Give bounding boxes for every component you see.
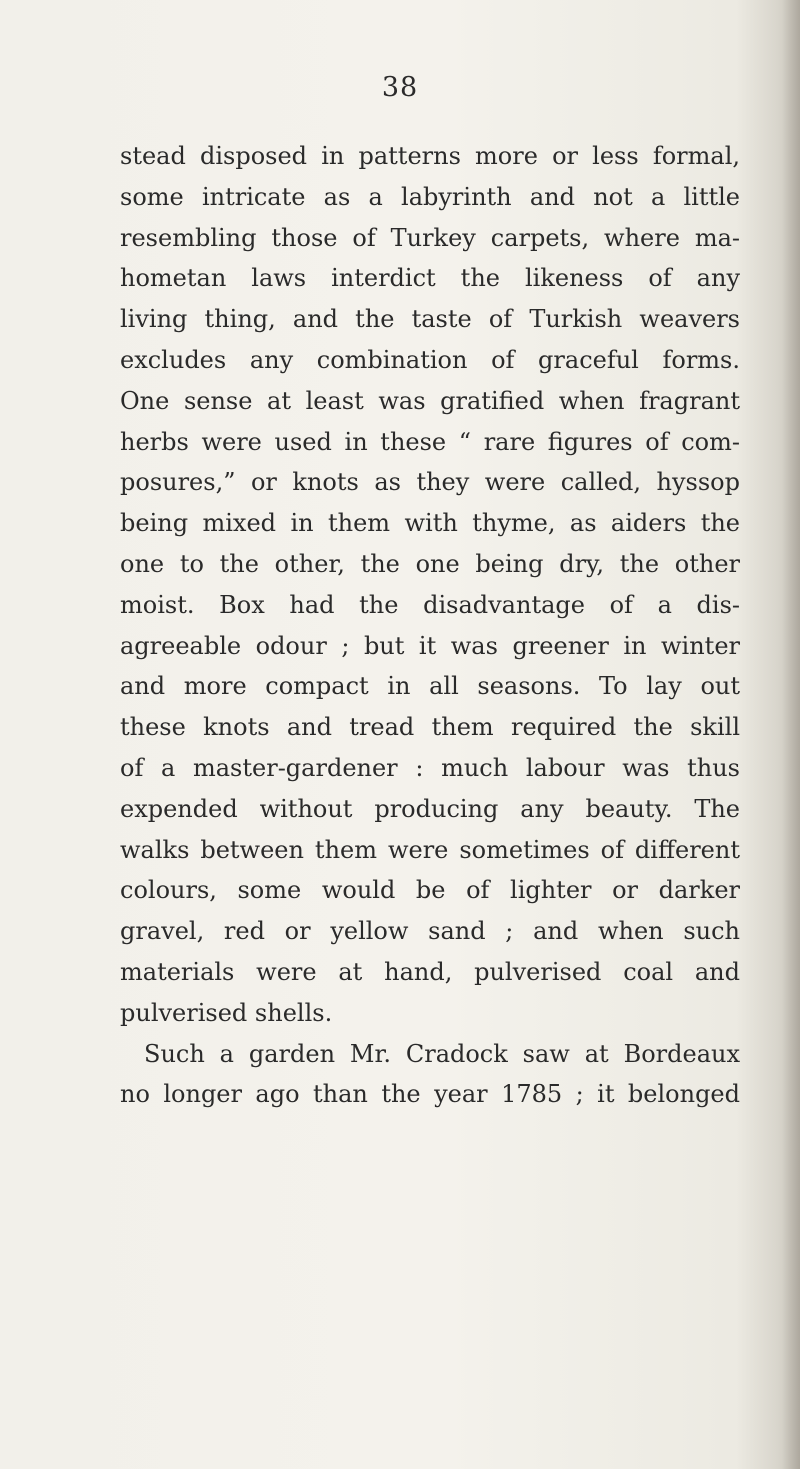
text-line: herbs were used in these “ rare figures of com- [120, 427, 740, 456]
text-line: being mixed in them with thyme, as aiders the [120, 509, 740, 538]
text-line: living thing, and the taste of Turkish weavers [120, 305, 740, 334]
page-number: 38 [381, 72, 419, 103]
text-line: pulverised shells. [120, 998, 333, 1027]
body-text [120, 136, 740, 1115]
text-line: of a master-gardener : much labour was thus [120, 753, 740, 782]
text-line: materials were at hand, pulverised coal and [120, 957, 740, 986]
text-line: hometan laws interdict the likeness of any [120, 264, 740, 293]
text-line: agreeable odour ; but it was greener in winter [120, 631, 740, 660]
text-line: resembling those of Turkey carpets, where ma- [120, 223, 740, 252]
text-line: expended without producing any beauty. The [120, 794, 740, 823]
page-edge-shadow [782, 0, 800, 1469]
text-line: one to the other, the one being dry, the other [120, 549, 740, 578]
text-line: stead disposed in patterns more or less formal, [120, 142, 740, 170]
text-line: and more compact in all seasons. To lay out [120, 672, 740, 701]
text-line: Such a garden Mr. Cradock saw at Bordeaux [144, 1039, 740, 1068]
text-line: walks between them were sometimes of different [120, 835, 740, 864]
text-line: some intricate as a labyrinth and not a little [120, 182, 740, 211]
text-line: moist. Box had the disadvantage of a dis- [120, 590, 740, 619]
text-line: posures,” or knots as they were called, hyssop [120, 468, 740, 497]
text-line: no longer ago than the year 1785 ; it belonged [120, 1080, 740, 1109]
text-line: gravel, red or yellow sand ; and when such [120, 917, 740, 946]
text-line: One sense at least was gratified when fragrant [120, 386, 740, 415]
text-line: colours, some would be of lighter or darker [120, 876, 740, 905]
text-line: excludes any combination of graceful forms. [120, 345, 740, 374]
text-line: these knots and tread them required the skill [120, 713, 740, 742]
